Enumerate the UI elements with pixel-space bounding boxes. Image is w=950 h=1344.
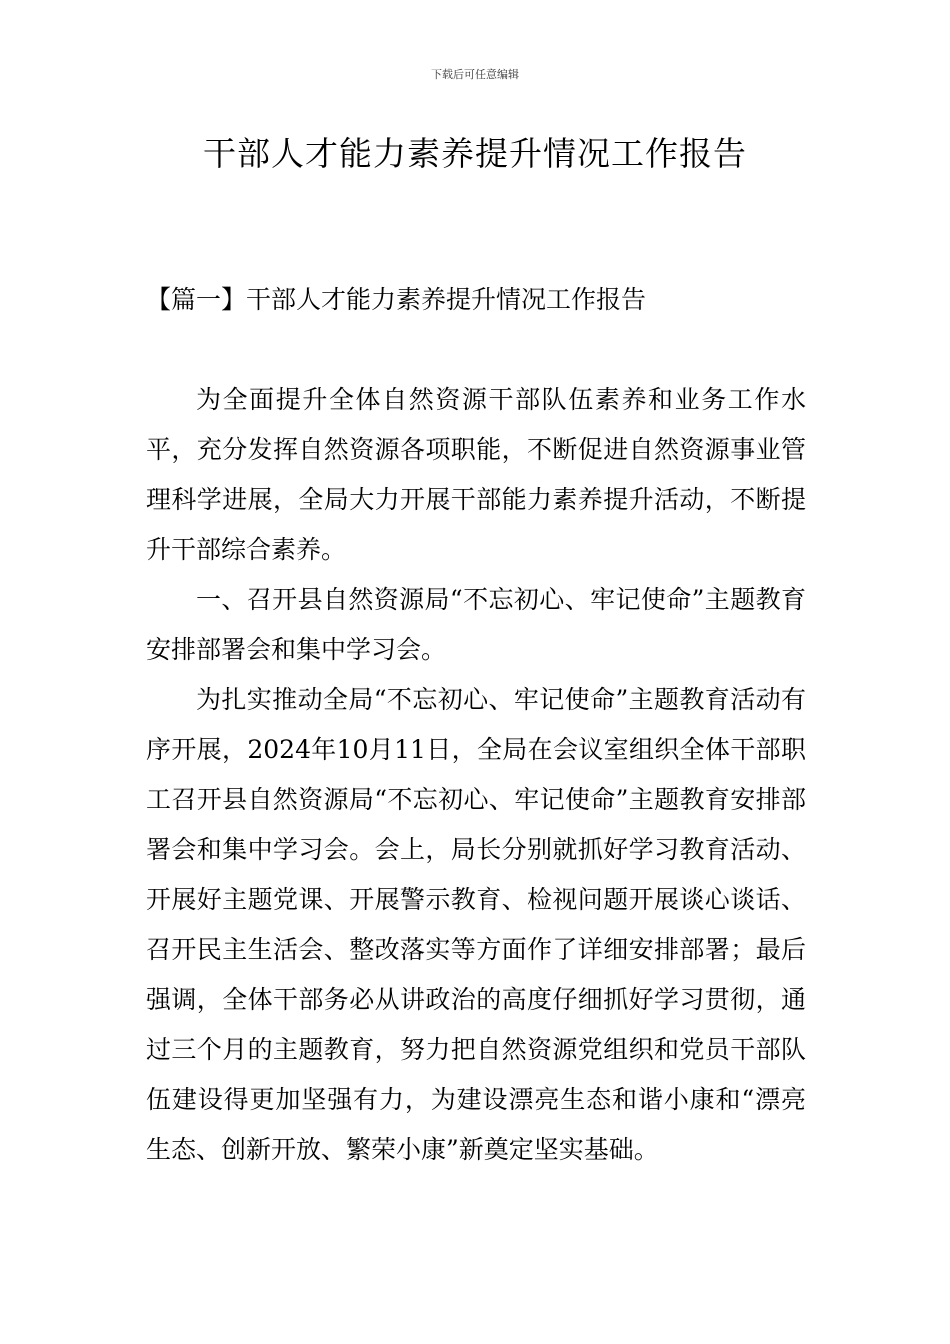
paragraph-meeting-details: 为扎实推动全局“不忘初心、牢记使命”主题教育活动有序开展，2024年10月11日，全局在会议室组织全体干部职工召开县自然资源局“不忘初心、牢记使命”主题教育安排部署会和集中学习会。会上，局长分别就抓好学习教育活动、开展好主题党课、开展警示教育、检视问题开展谈心谈话、召开民主生活会、整改落实等方面作了详细安排部署；最后强调，全体干部务必从讲政治的高度仔细抓好学习贯彻，通过三个月的主题教育，努力把自然资源党组织和党员干部队伍建设得更加坚强有力，为建设漂亮生态和谐小康和“漂亮生态、创新开放、繁荣小康”新奠定坚实基础。 [146,685,806,1164]
section-heading: 【篇一】干部人才能力素养提升情况工作报告 [146,285,647,314]
header-note: 下载后可任意编辑 [431,68,519,81]
document-title: 干部人才能力素养提升情况工作报告 [203,134,747,173]
paragraph-item-heading: 一、召开县自然资源局“不忘初心、牢记使命”主题教育安排部署会和集中学习会。 [146,585,806,664]
body-text [146,375,806,1175]
paragraph-intro: 为全面提升全体自然资源干部队伍素养和业务工作水平，充分发挥自然资源各项职能，不断促进自然资源事业管理科学进展，全局大力开展干部能力素养提升活动，不断提升干部综合素养。 [146,385,806,564]
